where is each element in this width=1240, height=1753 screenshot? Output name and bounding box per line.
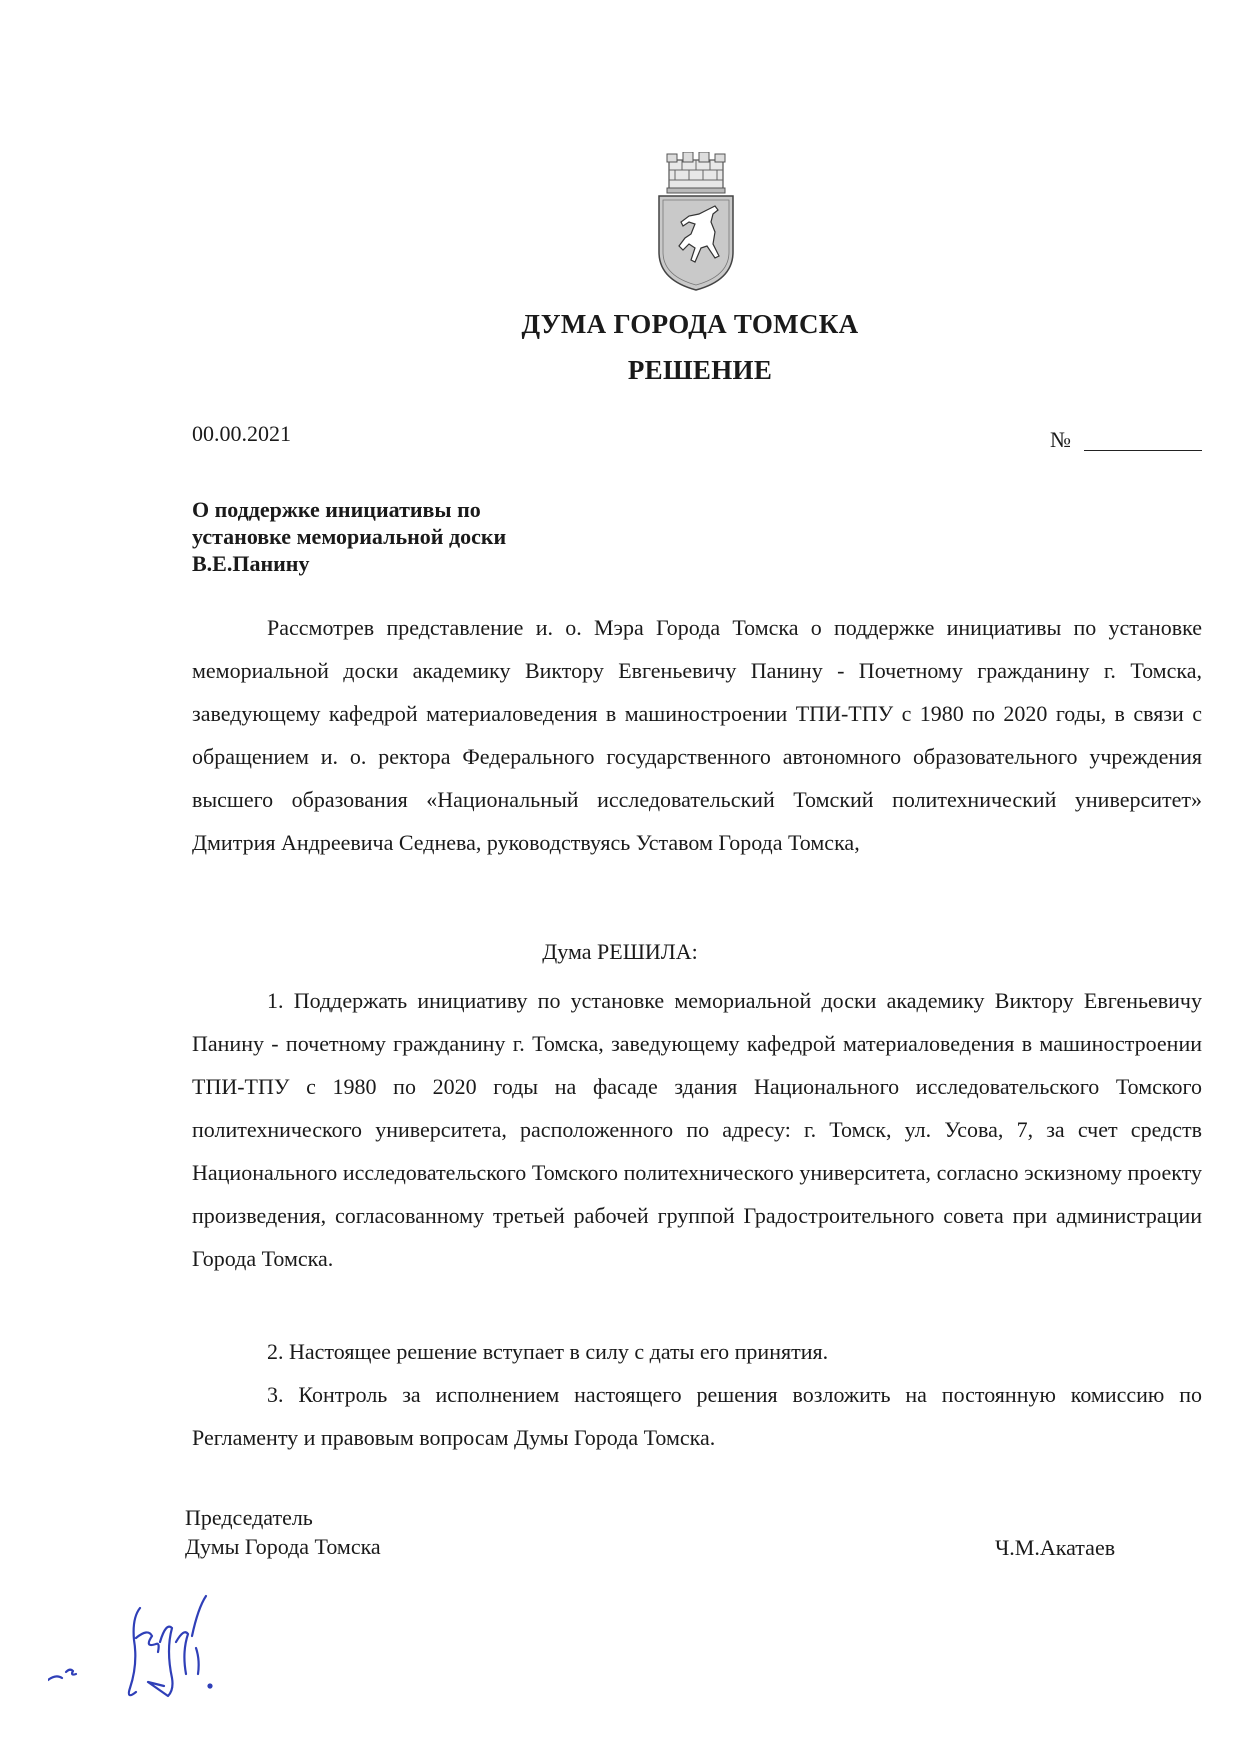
position-line: Думы Города Томска bbox=[185, 1534, 381, 1559]
decision-item-2: 2. Настоящее решение вступает в силу с даты его принятия. bbox=[267, 1339, 829, 1364]
number-blank-line bbox=[1084, 450, 1202, 451]
signatory-name: Ч.М.Акатаев bbox=[995, 1535, 1116, 1560]
resolved-heading: Дума РЕШИЛА: bbox=[542, 939, 698, 964]
document-date: 00.00.2021 bbox=[192, 421, 291, 446]
handwritten-signature bbox=[48, 1578, 248, 1718]
signatory-position bbox=[185, 1503, 381, 1561]
preamble-paragraph: Рассмотрев представление и. о. Мэра Города Томска о поддержке инициативы по установке мемориальной доски академику Виктору Евгеньевичу Панину - Почетному гражданину г. Томска, заведующему кафедрой материаловедения в машиностроении ТПИ-ТПУ с 1980 по 2020 годы, в связи с обращением и. о. ректора Федерального государственного автономного образовательного учреждения высшего образования «Национальный исследовательский Томский политехнический университет» Дмитрия Андреевича Седнева, руководствуясь Уставом Города Томска, bbox=[192, 615, 1202, 855]
document-subject-title bbox=[192, 496, 612, 577]
document-type-heading: РЕШЕНИЕ bbox=[627, 355, 773, 385]
position-line: Председатель bbox=[185, 1505, 313, 1530]
title-line: В.Е.Панину bbox=[192, 551, 310, 576]
title-line: О поддержке инициативы по bbox=[192, 497, 481, 522]
decision-item-1: 1. Поддержать инициативу по установке мемориальной доски академику Виктору Евгеньевичу Панину - почетному гражданину г. Томска, заведующему кафедрой материаловедения в машиностроении ТПИ-ТПУ с 1980 по 2020 годы на фасаде здания Национального исследовательского Томского политехнического университета, расположенного по адресу: г. Томск, ул. Усова, 7, за счет средств Национального исследовательского Томского политехнического университета, согласно эскизному проекту произведения, согласованному третьей рабочей группой Градостроительного совета при администрации Города Томска. bbox=[192, 988, 1202, 1271]
decision-item-3: 3. Контроль за исполнением настоящего решения возложить на постоянную комиссию по Регламенту и правовым вопросам Думы Города Томска. bbox=[192, 1382, 1202, 1450]
number-label: № bbox=[1050, 427, 1071, 452]
coat-of-arms-emblem bbox=[655, 152, 737, 292]
title-line: установке мемориальной доски bbox=[192, 524, 507, 549]
organization-title: ДУМА ГОРОДА ТОМСКА bbox=[521, 309, 859, 339]
